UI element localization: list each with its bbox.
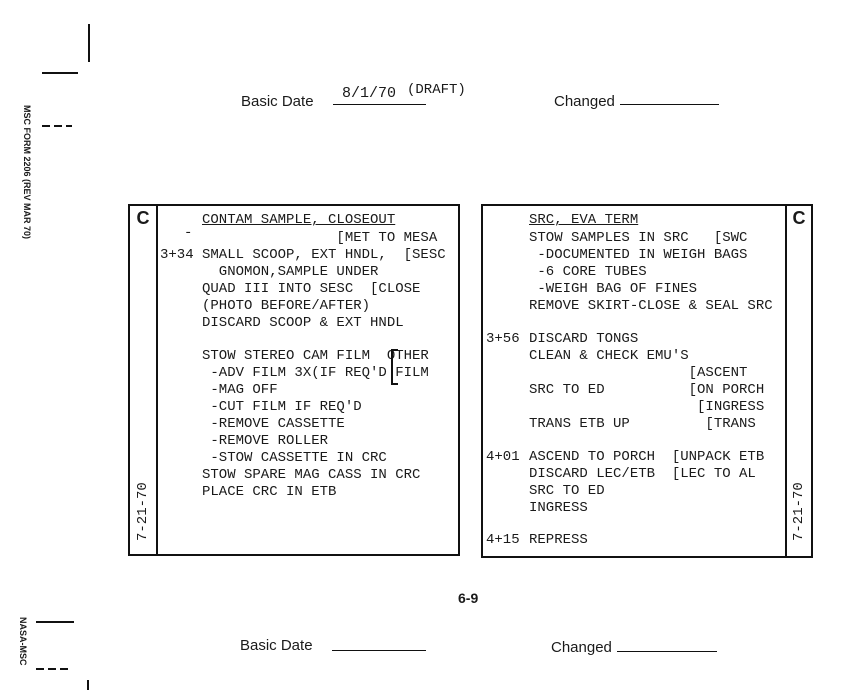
header-basic-date-value: 8/1/70: [342, 85, 397, 102]
step-text: -WEIGH BAG OF FINES: [529, 281, 698, 297]
step-text: -STOW CASSETTE IN CRC: [202, 450, 387, 466]
footer-basic-date-rule: [332, 650, 426, 651]
step-text: INGRESS: [529, 500, 588, 516]
margin-dash-1: [42, 125, 72, 127]
left-title: CONTAM SAMPLE, CLOSEOUT: [202, 212, 396, 228]
step-text: -REMOVE CASSETTE: [202, 416, 345, 432]
step-text: [ASCENT: [529, 365, 748, 381]
step-text: STOW SAMPLES IN SRC [SWC: [529, 230, 748, 246]
step-text: -CUT FILM IF REQ'D: [202, 399, 362, 415]
step-text: CLEAN & CHECK EMU'S: [529, 348, 689, 364]
page-number: 6-9: [458, 590, 479, 606]
step-text: -MAG OFF: [202, 382, 278, 398]
margin-rule-top: [42, 72, 78, 74]
step-text: [INGRESS: [529, 399, 765, 415]
step-text: REMOVE SKIRT-CLOSE & SEAL SRC: [529, 298, 773, 314]
left-tab-strip: [128, 204, 158, 556]
step-text: -DOCUMENTED IN WEIGH BAGS: [529, 247, 748, 263]
step-time: 3+56: [486, 331, 520, 347]
step-time: 3+34: [160, 247, 194, 263]
header-basic-date-rule: [333, 104, 426, 105]
left-tab-letter: C: [136, 208, 150, 228]
step-text: -ADV FILM 3X(IF REQ'D FILM: [202, 365, 429, 381]
step-text: DISCARD TONGS: [529, 331, 639, 347]
step-time: 4+15: [486, 532, 520, 548]
step-text: -6 CORE TUBES: [529, 264, 647, 280]
margin-rule-bottom: [36, 621, 74, 623]
step-text: GNOMON,SAMPLE UNDER: [202, 264, 379, 280]
right-tab-date: 7-21-70: [791, 482, 807, 541]
step-text: TRANS ETB UP [TRANS: [529, 416, 756, 432]
margin-tick-top: [88, 24, 90, 62]
step-text: -REMOVE ROLLER: [202, 433, 329, 449]
step-text: DISCARD SCOOP & EXT HNDL: [202, 315, 404, 331]
form-number-label: MSC FORM 2206 (REV MAR 70): [22, 105, 32, 240]
header-changed-label: Changed: [554, 93, 615, 110]
step-text: STOW SPARE MAG CASS IN CRC: [202, 467, 421, 483]
right-tab-strip: [785, 204, 813, 558]
left-title-dash: -: [184, 225, 193, 241]
step-text: (PHOTO BEFORE/AFTER): [202, 298, 371, 314]
header-draft-label: (DRAFT): [407, 82, 466, 98]
footer-changed-label: Changed: [551, 639, 612, 656]
footer-changed-rule: [617, 651, 717, 652]
footer-basic-date-label: Basic Date: [240, 637, 313, 654]
step-text: STOW STEREO CAM FILM OTHER: [202, 348, 429, 364]
margin-dash-2: [36, 668, 72, 670]
step-text: PLACE CRC IN ETB: [202, 484, 337, 500]
right-tab-letter: C: [792, 208, 806, 228]
agency-label: NASA-MSC: [18, 617, 28, 666]
step-text: [MET TO MESA: [202, 230, 438, 246]
step-text: DISCARD LEC/ETB [LEC TO AL: [529, 466, 756, 482]
header-changed-rule: [620, 104, 719, 105]
step-text: SRC TO ED: [529, 483, 605, 499]
left-tab-date: 7-21-70: [135, 482, 151, 541]
header-basic-date-label: Basic Date: [241, 93, 314, 110]
step-text: ASCEND TO PORCH [UNPACK ETB: [529, 449, 765, 465]
step-text: SRC TO ED [ON PORCH: [529, 382, 765, 398]
step-text: QUAD III INTO SESC [CLOSE: [202, 281, 421, 297]
step-time: 4+01: [486, 449, 520, 465]
step-text: REPRESS: [529, 532, 588, 548]
margin-tick-bottom: [87, 680, 89, 690]
film-bracket: [391, 349, 398, 385]
right-title: SRC, EVA TERM: [529, 212, 639, 228]
step-text: SMALL SCOOP, EXT HNDL, [SESC: [202, 247, 446, 263]
